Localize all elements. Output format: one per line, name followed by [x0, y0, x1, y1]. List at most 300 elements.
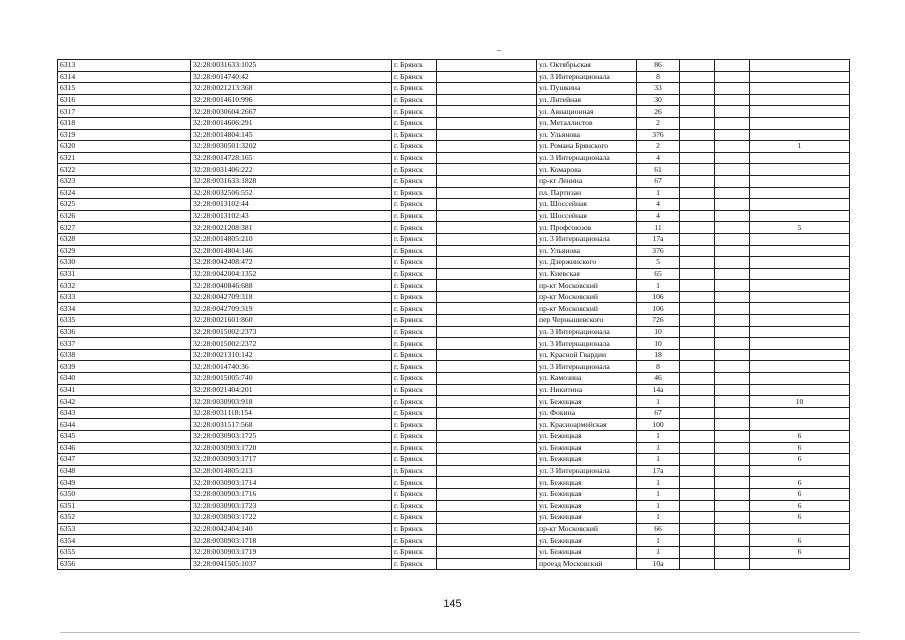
- street-cell: ул. Фокина: [537, 407, 637, 419]
- extra-cell-b: [715, 361, 750, 373]
- extra-cell-b: [715, 245, 750, 257]
- apartment-cell: [750, 199, 850, 211]
- house-number-cell: 1: [637, 500, 680, 512]
- house-number-cell: 100: [637, 419, 680, 431]
- row-number-cell: 6328: [58, 233, 191, 245]
- table-row: [58, 477, 850, 489]
- cadastral-number-cell: 32:28:0030604:2667: [191, 106, 392, 118]
- empty-cell: [437, 477, 537, 489]
- apartment-cell: [750, 245, 850, 257]
- extra-cell-b: [715, 303, 750, 315]
- house-number-cell: 1: [637, 512, 680, 524]
- table-row: [58, 431, 850, 443]
- apartment-cell: 6: [750, 500, 850, 512]
- table-row: [58, 338, 850, 350]
- empty-cell: [437, 558, 537, 570]
- empty-cell: [437, 512, 537, 524]
- empty-cell: [437, 419, 537, 431]
- empty-cell: [437, 338, 537, 350]
- apartment-cell: [750, 117, 850, 129]
- cadastral-number-cell: 32:28:0042404:140: [191, 523, 392, 535]
- cadastral-number-cell: 32:28:0014805:213: [191, 465, 392, 477]
- extra-cell-b: [715, 94, 750, 106]
- extra-cell-b: [715, 117, 750, 129]
- extra-cell-b: [715, 222, 750, 234]
- house-number-cell: 4: [637, 199, 680, 211]
- table-row: [58, 535, 850, 547]
- table-row: [58, 349, 850, 361]
- empty-cell: [437, 245, 537, 257]
- extra-cell-a: [680, 257, 715, 269]
- row-number-cell: 6347: [58, 454, 191, 466]
- cadastral-number-cell: 32:28:0042709:319: [191, 303, 392, 315]
- extra-cell-a: [680, 164, 715, 176]
- row-number-cell: 6343: [58, 407, 191, 419]
- extra-cell-b: [715, 315, 750, 327]
- row-number-cell: 6315: [58, 83, 191, 95]
- city-cell: г. Брянск: [392, 465, 437, 477]
- table-row: [58, 361, 850, 373]
- extra-cell-b: [715, 268, 750, 280]
- street-cell: пер Чернышевского: [537, 315, 637, 327]
- cadastral-number-cell: 32:28:0015002:2373: [191, 326, 392, 338]
- extra-cell-b: [715, 175, 750, 187]
- cadastral-number-cell: 32:28:0021404:201: [191, 384, 392, 396]
- empty-cell: [437, 291, 537, 303]
- house-number-cell: 1: [637, 488, 680, 500]
- city-cell: г. Брянск: [392, 500, 437, 512]
- extra-cell-a: [680, 315, 715, 327]
- city-cell: г. Брянск: [392, 373, 437, 385]
- house-number-cell: 86: [637, 60, 680, 72]
- extra-cell-a: [680, 535, 715, 547]
- city-cell: г. Брянск: [392, 512, 437, 524]
- extra-cell-b: [715, 210, 750, 222]
- extra-cell-b: [715, 419, 750, 431]
- street-cell: ул. 3 Интернационала: [537, 71, 637, 83]
- table-row: [58, 442, 850, 454]
- cadastral-number-cell: 32:28:0014728:165: [191, 152, 392, 164]
- city-cell: г. Брянск: [392, 141, 437, 153]
- row-number-cell: 6327: [58, 222, 191, 234]
- house-number-cell: 8: [637, 361, 680, 373]
- table-row: [58, 106, 850, 118]
- extra-cell-a: [680, 199, 715, 211]
- house-number-cell: 1: [637, 546, 680, 558]
- table-row: [58, 233, 850, 245]
- empty-cell: [437, 152, 537, 164]
- house-number-cell: 1: [637, 431, 680, 443]
- extra-cell-a: [680, 117, 715, 129]
- apartment-cell: [750, 129, 850, 141]
- extra-cell-a: [680, 280, 715, 292]
- empty-cell: [437, 303, 537, 315]
- house-number-cell: 10: [637, 326, 680, 338]
- apartment-cell: [750, 558, 850, 570]
- row-number-cell: 6336: [58, 326, 191, 338]
- house-number-cell: 5: [637, 257, 680, 269]
- house-number-cell: 8: [637, 71, 680, 83]
- extra-cell-b: [715, 280, 750, 292]
- empty-cell: [437, 326, 537, 338]
- city-cell: г. Брянск: [392, 117, 437, 129]
- city-cell: г. Брянск: [392, 233, 437, 245]
- extra-cell-b: [715, 71, 750, 83]
- house-number-cell: 1: [637, 454, 680, 466]
- city-cell: г. Брянск: [392, 106, 437, 118]
- city-cell: г. Брянск: [392, 454, 437, 466]
- house-number-cell: 376: [637, 245, 680, 257]
- apartment-cell: [750, 83, 850, 95]
- cadastral-number-cell: 32:28:0014804:145: [191, 129, 392, 141]
- extra-cell-b: [715, 558, 750, 570]
- table-row: [58, 245, 850, 257]
- extra-cell-b: [715, 477, 750, 489]
- cadastral-number-cell: 32:28:0031633:1025: [191, 60, 392, 72]
- house-number-cell: 11: [637, 222, 680, 234]
- house-number-cell: 726: [637, 315, 680, 327]
- street-cell: ул. Пушкина: [537, 83, 637, 95]
- street-cell: ул. Бежицкая: [537, 535, 637, 547]
- empty-cell: [437, 488, 537, 500]
- extra-cell-a: [680, 233, 715, 245]
- street-cell: пр-кт Московский: [537, 291, 637, 303]
- empty-cell: [437, 141, 537, 153]
- empty-cell: [437, 94, 537, 106]
- city-cell: г. Брянск: [392, 60, 437, 72]
- cadastral-number-cell: 32:28:0014805:210: [191, 233, 392, 245]
- table-row: [58, 558, 850, 570]
- street-cell: пр-кт Московский: [537, 523, 637, 535]
- cadastral-number-cell: 32:28:0030903:1718: [191, 535, 392, 547]
- street-cell: ул. Красноармейская: [537, 419, 637, 431]
- extra-cell-a: [680, 222, 715, 234]
- apartment-cell: [750, 419, 850, 431]
- extra-cell-a: [680, 71, 715, 83]
- extra-cell-b: [715, 535, 750, 547]
- empty-cell: [437, 384, 537, 396]
- row-number-cell: 6334: [58, 303, 191, 315]
- table-row: [58, 268, 850, 280]
- extra-cell-a: [680, 546, 715, 558]
- extra-cell-a: [680, 94, 715, 106]
- row-number-cell: 6354: [58, 535, 191, 547]
- row-number-cell: 6345: [58, 431, 191, 443]
- empty-cell: [437, 268, 537, 280]
- extra-cell-a: [680, 396, 715, 408]
- house-number-cell: 67: [637, 407, 680, 419]
- row-number-cell: 6331: [58, 268, 191, 280]
- house-number-cell: 33: [637, 83, 680, 95]
- house-number-cell: 1: [637, 187, 680, 199]
- table-row: [58, 500, 850, 512]
- house-number-cell: 1: [637, 535, 680, 547]
- street-cell: ул. 3 Интернационала: [537, 152, 637, 164]
- extra-cell-b: [715, 442, 750, 454]
- street-cell: ул. Литейная: [537, 94, 637, 106]
- table-row: [58, 141, 850, 153]
- empty-cell: [437, 454, 537, 466]
- row-number-cell: 6355: [58, 546, 191, 558]
- extra-cell-a: [680, 326, 715, 338]
- table-row: [58, 315, 850, 327]
- row-number-cell: 6346: [58, 442, 191, 454]
- apartment-cell: [750, 373, 850, 385]
- apartment-cell: [750, 268, 850, 280]
- city-cell: г. Брянск: [392, 280, 437, 292]
- cadastral-number-cell: 32:28:0030903:1722: [191, 512, 392, 524]
- row-number-cell: 6314: [58, 71, 191, 83]
- table-row: [58, 465, 850, 477]
- row-number-cell: 6337: [58, 338, 191, 350]
- table-row: [58, 407, 850, 419]
- table-row: [58, 523, 850, 535]
- row-number-cell: 6324: [58, 187, 191, 199]
- apartment-cell: [750, 152, 850, 164]
- table-row: [58, 210, 850, 222]
- extra-cell-a: [680, 338, 715, 350]
- row-number-cell: 6326: [58, 210, 191, 222]
- extra-cell-b: [715, 257, 750, 269]
- extra-cell-a: [680, 523, 715, 535]
- registry-table: [57, 59, 850, 570]
- street-cell: пл. Партизан: [537, 187, 637, 199]
- city-cell: г. Брянск: [392, 419, 437, 431]
- empty-cell: [437, 175, 537, 187]
- extra-cell-a: [680, 60, 715, 72]
- row-number-cell: 6340: [58, 373, 191, 385]
- apartment-cell: [750, 407, 850, 419]
- apartment-cell: 6: [750, 431, 850, 443]
- extra-cell-a: [680, 129, 715, 141]
- cadastral-number-cell: 32:28:0031118:154: [191, 407, 392, 419]
- apartment-cell: [750, 175, 850, 187]
- extra-cell-b: [715, 291, 750, 303]
- city-cell: г. Брянск: [392, 83, 437, 95]
- city-cell: г. Брянск: [392, 164, 437, 176]
- street-cell: ул. Октябрьская: [537, 60, 637, 72]
- extra-cell-a: [680, 83, 715, 95]
- registry-body: [58, 60, 850, 570]
- cadastral-number-cell: 32:28:0030903:1723: [191, 500, 392, 512]
- empty-cell: [437, 60, 537, 72]
- city-cell: г. Брянск: [392, 535, 437, 547]
- extra-cell-b: [715, 164, 750, 176]
- apartment-cell: 5: [750, 222, 850, 234]
- empty-cell: [437, 129, 537, 141]
- empty-cell: [437, 546, 537, 558]
- street-cell: ул. Авиационная: [537, 106, 637, 118]
- extra-cell-b: [715, 523, 750, 535]
- apartment-cell: [750, 361, 850, 373]
- apartment-cell: 6: [750, 442, 850, 454]
- row-number-cell: 6339: [58, 361, 191, 373]
- extra-cell-b: [715, 187, 750, 199]
- city-cell: г. Брянск: [392, 407, 437, 419]
- apartment-cell: [750, 349, 850, 361]
- city-cell: г. Брянск: [392, 94, 437, 106]
- street-cell: ул. Бежицкая: [537, 454, 637, 466]
- extra-cell-a: [680, 141, 715, 153]
- empty-cell: [437, 106, 537, 118]
- table-row: [58, 117, 850, 129]
- city-cell: г. Брянск: [392, 384, 437, 396]
- extra-cell-b: [715, 129, 750, 141]
- extra-cell-b: [715, 233, 750, 245]
- empty-cell: [437, 83, 537, 95]
- city-cell: г. Брянск: [392, 488, 437, 500]
- apartment-cell: 6: [750, 454, 850, 466]
- street-cell: ул. Бежицкая: [537, 546, 637, 558]
- city-cell: г. Брянск: [392, 222, 437, 234]
- house-number-cell: 46: [637, 373, 680, 385]
- empty-cell: [437, 407, 537, 419]
- empty-cell: [437, 361, 537, 373]
- house-number-cell: 1: [637, 442, 680, 454]
- city-cell: г. Брянск: [392, 523, 437, 535]
- row-number-cell: 6341: [58, 384, 191, 396]
- row-number-cell: 6356: [58, 558, 191, 570]
- extra-cell-a: [680, 431, 715, 443]
- row-number-cell: 6335: [58, 315, 191, 327]
- cadastral-number-cell: 32:28:0031517:568: [191, 419, 392, 431]
- apartment-cell: [750, 465, 850, 477]
- house-number-cell: 14а: [637, 384, 680, 396]
- city-cell: г. Брянск: [392, 71, 437, 83]
- extra-cell-b: [715, 349, 750, 361]
- apartment-cell: [750, 257, 850, 269]
- empty-cell: [437, 210, 537, 222]
- table-row: [58, 303, 850, 315]
- table-row: [58, 83, 850, 95]
- row-number-cell: 6329: [58, 245, 191, 257]
- street-cell: ул. Металлистов: [537, 117, 637, 129]
- house-number-cell: 4: [637, 210, 680, 222]
- extra-cell-a: [680, 349, 715, 361]
- apartment-cell: [750, 303, 850, 315]
- extra-cell-b: [715, 152, 750, 164]
- extra-cell-a: [680, 384, 715, 396]
- extra-cell-a: [680, 488, 715, 500]
- empty-cell: [437, 523, 537, 535]
- city-cell: г. Брянск: [392, 245, 437, 257]
- street-cell: ул. Бежицкая: [537, 396, 637, 408]
- city-cell: г. Брянск: [392, 338, 437, 350]
- extra-cell-b: [715, 396, 750, 408]
- apartment-cell: [750, 71, 850, 83]
- table-row: [58, 384, 850, 396]
- empty-cell: [437, 535, 537, 547]
- table-row: [58, 546, 850, 558]
- extra-cell-b: [715, 407, 750, 419]
- empty-cell: [437, 465, 537, 477]
- apartment-cell: 6: [750, 546, 850, 558]
- extra-cell-b: [715, 546, 750, 558]
- city-cell: г. Брянск: [392, 431, 437, 443]
- apartment-cell: [750, 338, 850, 350]
- cadastral-number-cell: 32:28:0042408:472: [191, 257, 392, 269]
- street-cell: ул. 3 Интернационала: [537, 338, 637, 350]
- extra-cell-a: [680, 303, 715, 315]
- row-number-cell: 6350: [58, 488, 191, 500]
- row-number-cell: 6342: [58, 396, 191, 408]
- empty-cell: [437, 187, 537, 199]
- cadastral-number-cell: 32:28:0030903:1719: [191, 546, 392, 558]
- empty-cell: [437, 396, 537, 408]
- scan-artifact-right: [857, 262, 897, 342]
- house-number-cell: 10а: [637, 558, 680, 570]
- cadastral-number-cell: 32:28:0040846:688: [191, 280, 392, 292]
- extra-cell-b: [715, 141, 750, 153]
- table-row: [58, 152, 850, 164]
- apartment-cell: [750, 291, 850, 303]
- street-cell: ул. Камозина: [537, 373, 637, 385]
- table-row: [58, 60, 850, 72]
- row-number-cell: 6348: [58, 465, 191, 477]
- extra-cell-a: [680, 465, 715, 477]
- cadastral-number-cell: 32:28:0031633:1828: [191, 175, 392, 187]
- cadastral-number-cell: 32:28:0030903:918: [191, 396, 392, 408]
- row-number-cell: 6338: [58, 349, 191, 361]
- apartment-cell: 6: [750, 512, 850, 524]
- cadastral-number-cell: 32:28:0042709:318: [191, 291, 392, 303]
- house-number-cell: 1: [637, 477, 680, 489]
- extra-cell-b: [715, 373, 750, 385]
- extra-cell-b: [715, 326, 750, 338]
- cadastral-number-cell: 32:28:0041505:1037: [191, 558, 392, 570]
- street-cell: ул. Профсоюзов: [537, 222, 637, 234]
- extra-cell-b: [715, 384, 750, 396]
- row-number-cell: 6344: [58, 419, 191, 431]
- table-row: [58, 175, 850, 187]
- row-number-cell: 6319: [58, 129, 191, 141]
- cadastral-number-cell: 32:28:0021208:381: [191, 222, 392, 234]
- row-number-cell: 6320: [58, 141, 191, 153]
- house-number-cell: 17а: [637, 233, 680, 245]
- city-cell: г. Брянск: [392, 361, 437, 373]
- cadastral-number-cell: 32:28:0021213:368: [191, 83, 392, 95]
- row-number-cell: 6316: [58, 94, 191, 106]
- city-cell: г. Брянск: [392, 326, 437, 338]
- street-cell: ул. Шоссейная: [537, 210, 637, 222]
- extra-cell-b: [715, 431, 750, 443]
- empty-cell: [437, 500, 537, 512]
- cadastral-number-cell: 32:28:0021310:142: [191, 349, 392, 361]
- extra-cell-a: [680, 106, 715, 118]
- apartment-cell: [750, 94, 850, 106]
- bottom-rule: [60, 632, 860, 633]
- table-row: [58, 326, 850, 338]
- apartment-cell: [750, 187, 850, 199]
- apartment-cell: [750, 164, 850, 176]
- cadastral-number-cell: 32:28:0014740:42: [191, 71, 392, 83]
- row-number-cell: 6349: [58, 477, 191, 489]
- city-cell: г. Брянск: [392, 396, 437, 408]
- cadastral-number-cell: 32:28:0030903:1720: [191, 442, 392, 454]
- empty-cell: [437, 257, 537, 269]
- row-number-cell: 6330: [58, 257, 191, 269]
- city-cell: г. Брянск: [392, 315, 437, 327]
- city-cell: г. Брянск: [392, 349, 437, 361]
- street-cell: ул. 3 Интернационала: [537, 233, 637, 245]
- table-row: [58, 257, 850, 269]
- house-number-cell: 66: [637, 523, 680, 535]
- extra-cell-b: [715, 454, 750, 466]
- apartment-cell: 6: [750, 535, 850, 547]
- apartment-cell: [750, 106, 850, 118]
- street-cell: ул. Бежицкая: [537, 500, 637, 512]
- row-number-cell: 6351: [58, 500, 191, 512]
